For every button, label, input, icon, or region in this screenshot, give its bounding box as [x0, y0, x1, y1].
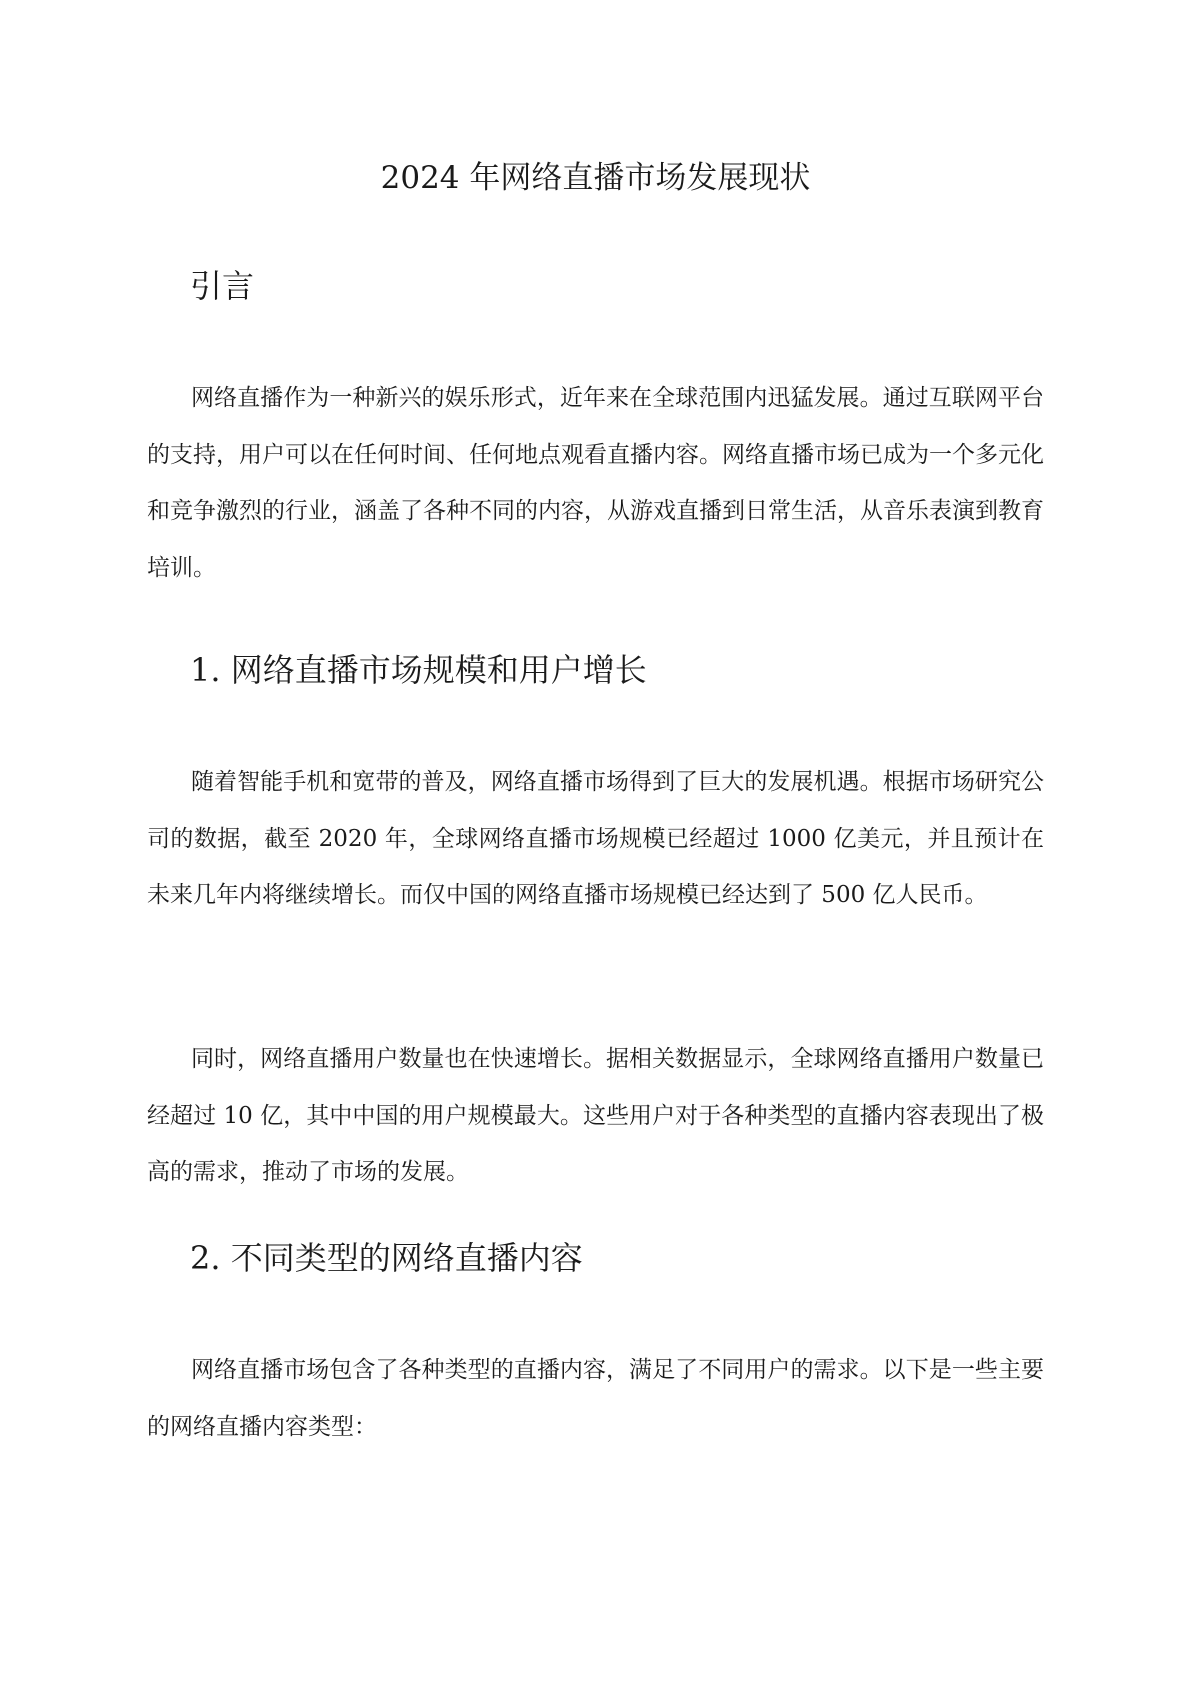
section-heading-content-types: 2. 不同类型的网络直播内容	[190, 1239, 583, 1277]
section-heading-introduction: 引言	[190, 267, 255, 305]
section-heading-market-size: 1. 网络直播市场规模和用户增长	[190, 651, 647, 689]
document-title: 2024 年网络直播市场发展现状	[380, 160, 811, 196]
user-growth-paragraph: 同时，网络直播用户数量也在快速增长。据相关数据显示，全球网络直播用户数量已经超过 10 亿，其中中国的用户规模最大。这些用户对于各种类型的直播内容表现出了极高的需求，推动了市场的发展。	[147, 1046, 1044, 1185]
introduction-paragraph: 网络直播作为一种新兴的娱乐形式，近年来在全球范围内迅猛发展。通过互联网平台的支持，用户可以在任何时间、任何地点观看直播内容。网络直播市场已成为一个多元化和竞争激烈的行业，涵盖了各种不同的内容，从游戏直播到日常生活，从音乐表演到教育培训。	[147, 385, 1044, 581]
content-types-paragraph: 网络直播市场包含了各种类型的直播内容，满足了不同用户的需求。以下是一些主要的网络直播内容类型：	[147, 1357, 1044, 1440]
market-size-paragraph: 随着智能手机和宽带的普及，网络直播市场得到了巨大的发展机遇。根据市场研究公司的数据，截至 2020 年，全球网络直播市场规模已经超过 1000 亿美元，并且预计在未来几年内将继续增长。而仅中国的网络直播市场规模已经达到了 500 亿人民币。	[147, 769, 1044, 908]
